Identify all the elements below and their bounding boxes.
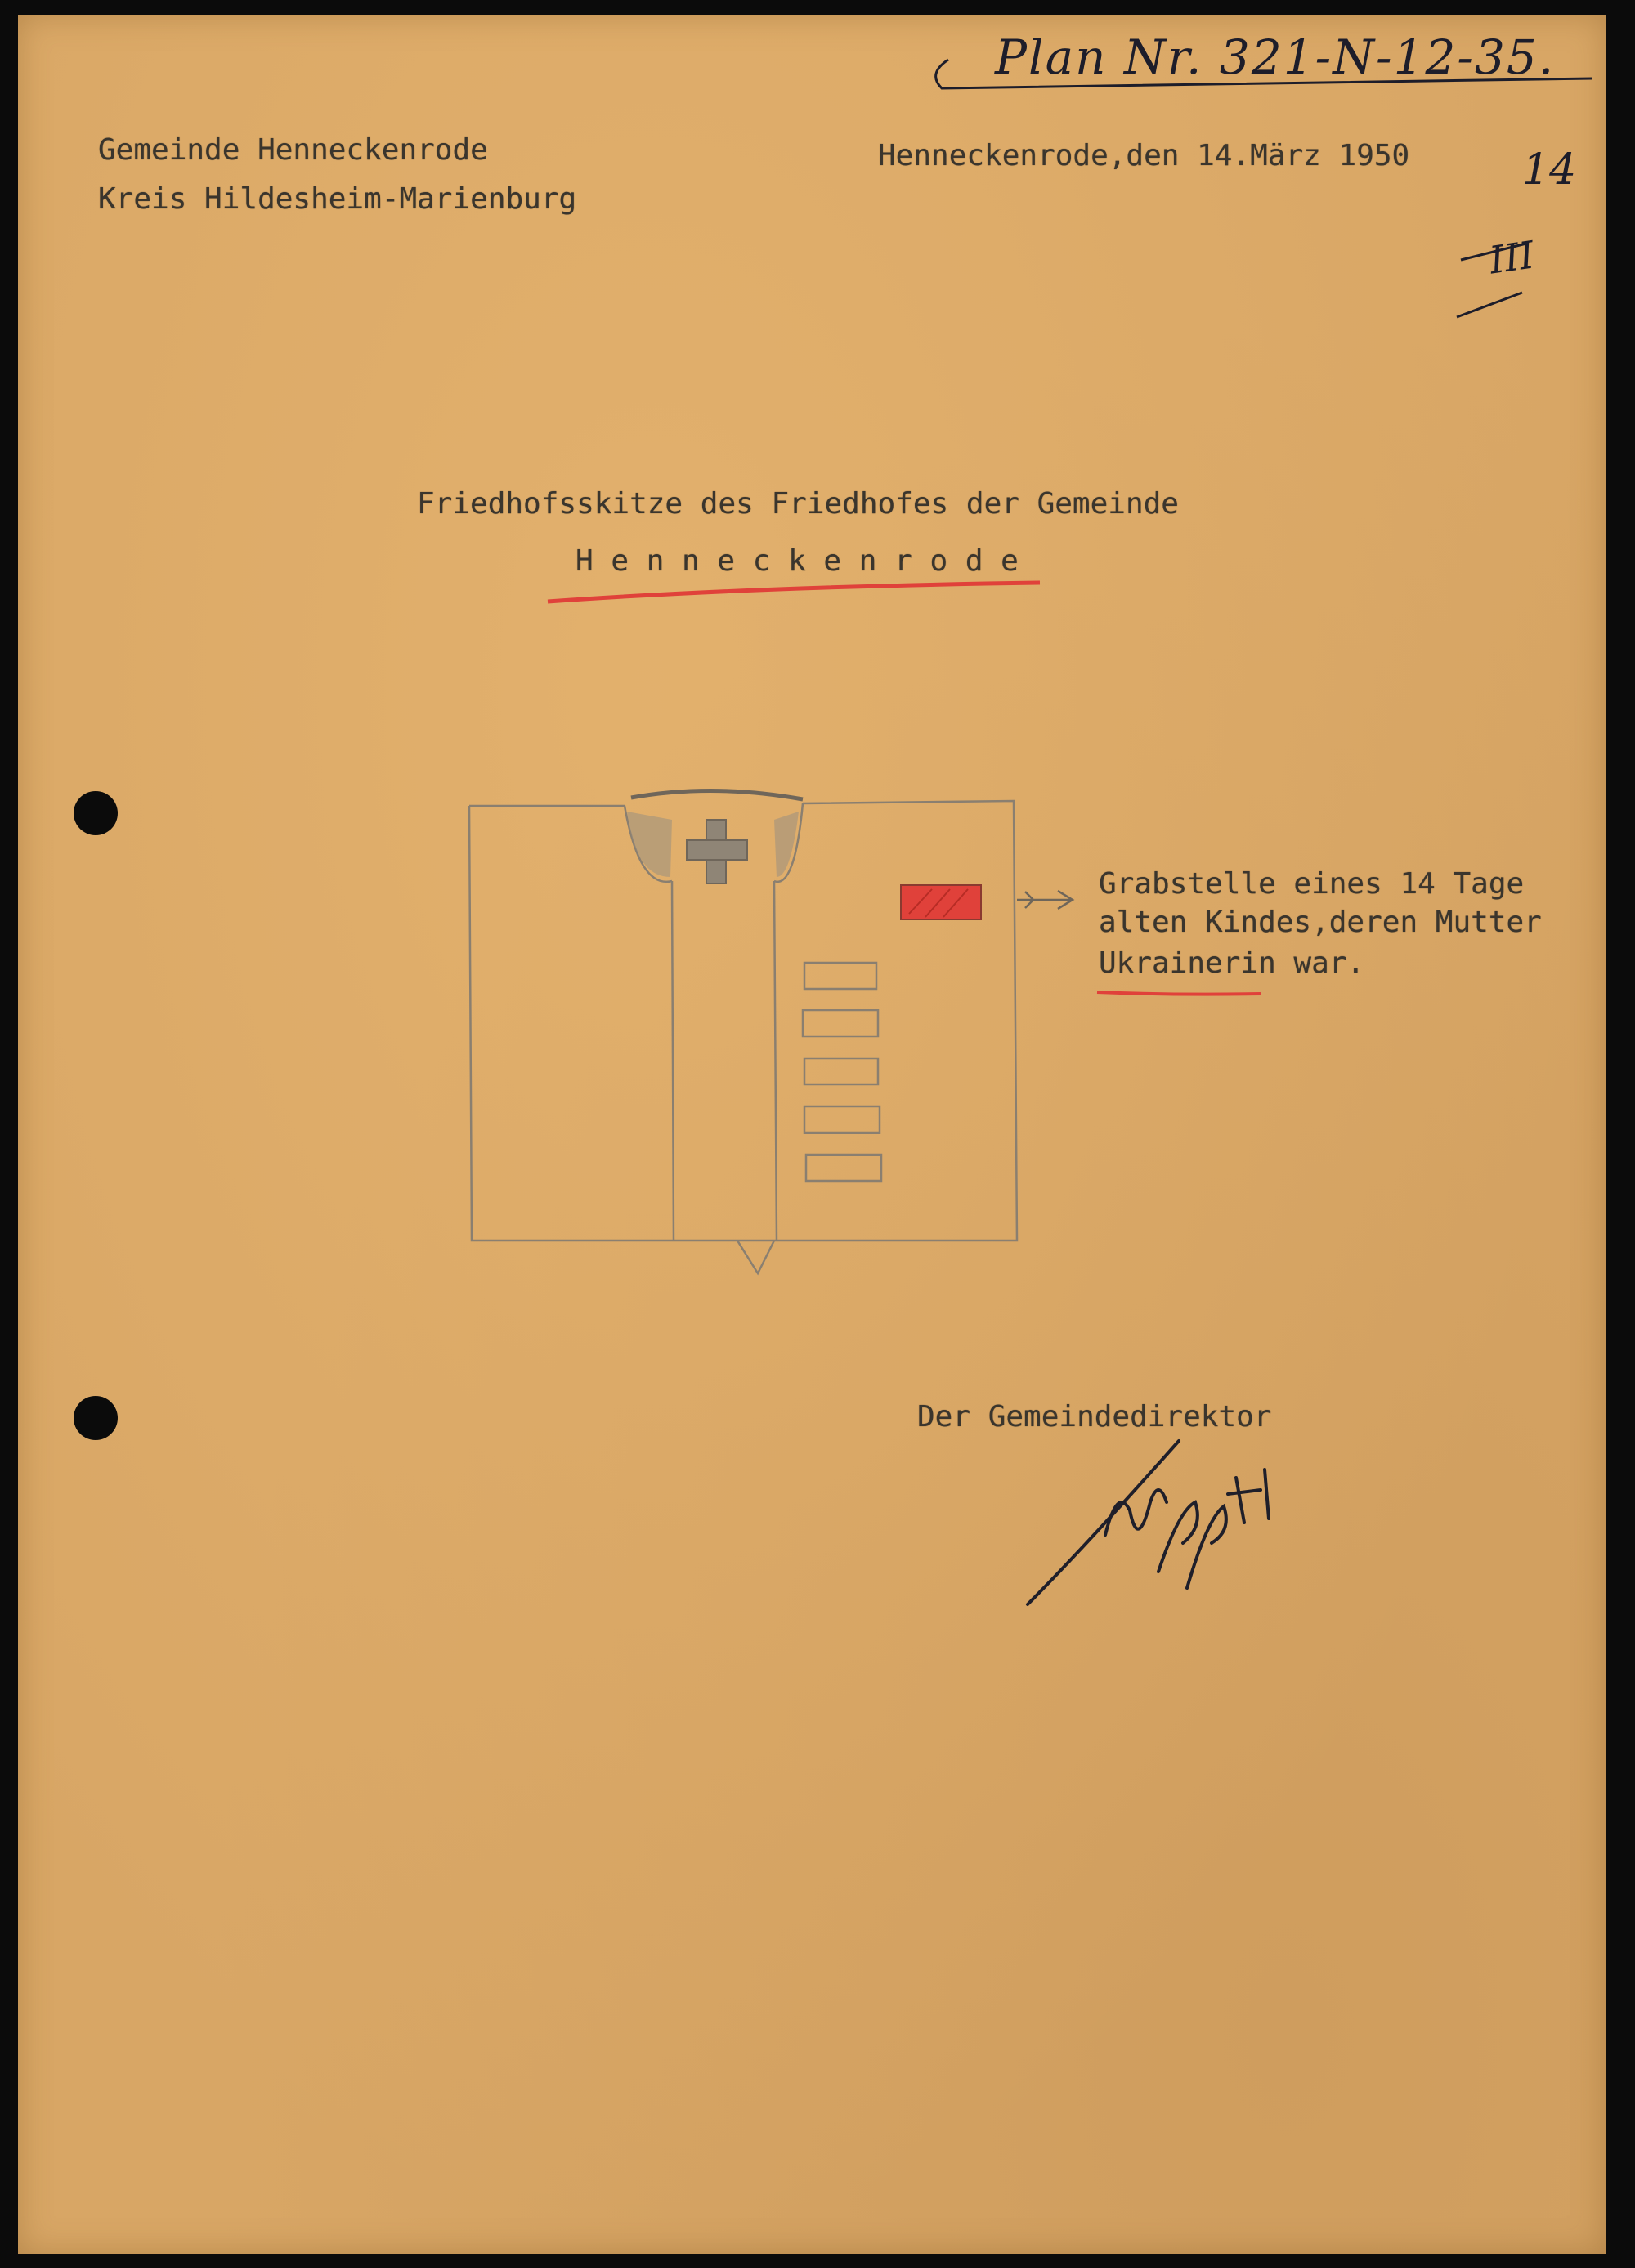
grave-plot-5 [806, 1155, 881, 1181]
annotation-line-2: alten Kindes,deren Mutter [1099, 906, 1542, 939]
drawing-layer [18, 15, 1606, 2254]
roman-numeral-note: III [1486, 232, 1538, 283]
signatory-title: Der Gemeindedirektor [917, 1400, 1272, 1434]
signature [1028, 1441, 1269, 1604]
annotation-line-3-rest: war. [1275, 946, 1365, 980]
plan-number-underline [936, 60, 1592, 88]
sender-line-2: Kreis Hildesheim-Marienburg [98, 182, 577, 216]
grave-plot-4 [804, 1107, 880, 1133]
chapel-path-left [672, 881, 674, 1241]
entrance-marker [737, 1241, 774, 1273]
annotation-red-underline [1097, 992, 1261, 995]
document-title: Friedhofsskitze des Friedhofes der Gemeinde [417, 487, 1179, 521]
document-page [18, 15, 1606, 2254]
grave-plot-1 [804, 963, 876, 989]
cemetery-boundary [469, 801, 1017, 1241]
document-subtitle: H e n n e c k e n r o d e [576, 544, 1019, 578]
margin-note-stroke-2 [1457, 293, 1522, 317]
grave-plot-3 [804, 1058, 878, 1085]
annotation-underlined-word: Ukrainerin [1099, 946, 1276, 980]
margin-note-stroke-1 [1461, 244, 1526, 260]
arrow-icon [1017, 891, 1073, 909]
title-red-underline [548, 583, 1040, 602]
page-number-note: 14 [1522, 145, 1577, 195]
marked-grave-red [901, 885, 981, 919]
cemetery-sketch [469, 790, 1017, 1273]
cross-icon [687, 820, 747, 883]
sender-line-1: Gemeinde Henneckenrode [98, 133, 488, 167]
chapel-arch [631, 790, 803, 799]
place-date: Henneckenrode,den 14.März 1950 [878, 139, 1410, 172]
chapel-shading-right [774, 812, 799, 877]
plan-number: Plan Nr. 321-N-12-35. [995, 29, 1556, 85]
grave-plot-2 [803, 1010, 878, 1036]
annotation-line-1: Grabstelle eines 14 Tage [1099, 867, 1525, 901]
chapel-path-right [774, 881, 777, 1241]
